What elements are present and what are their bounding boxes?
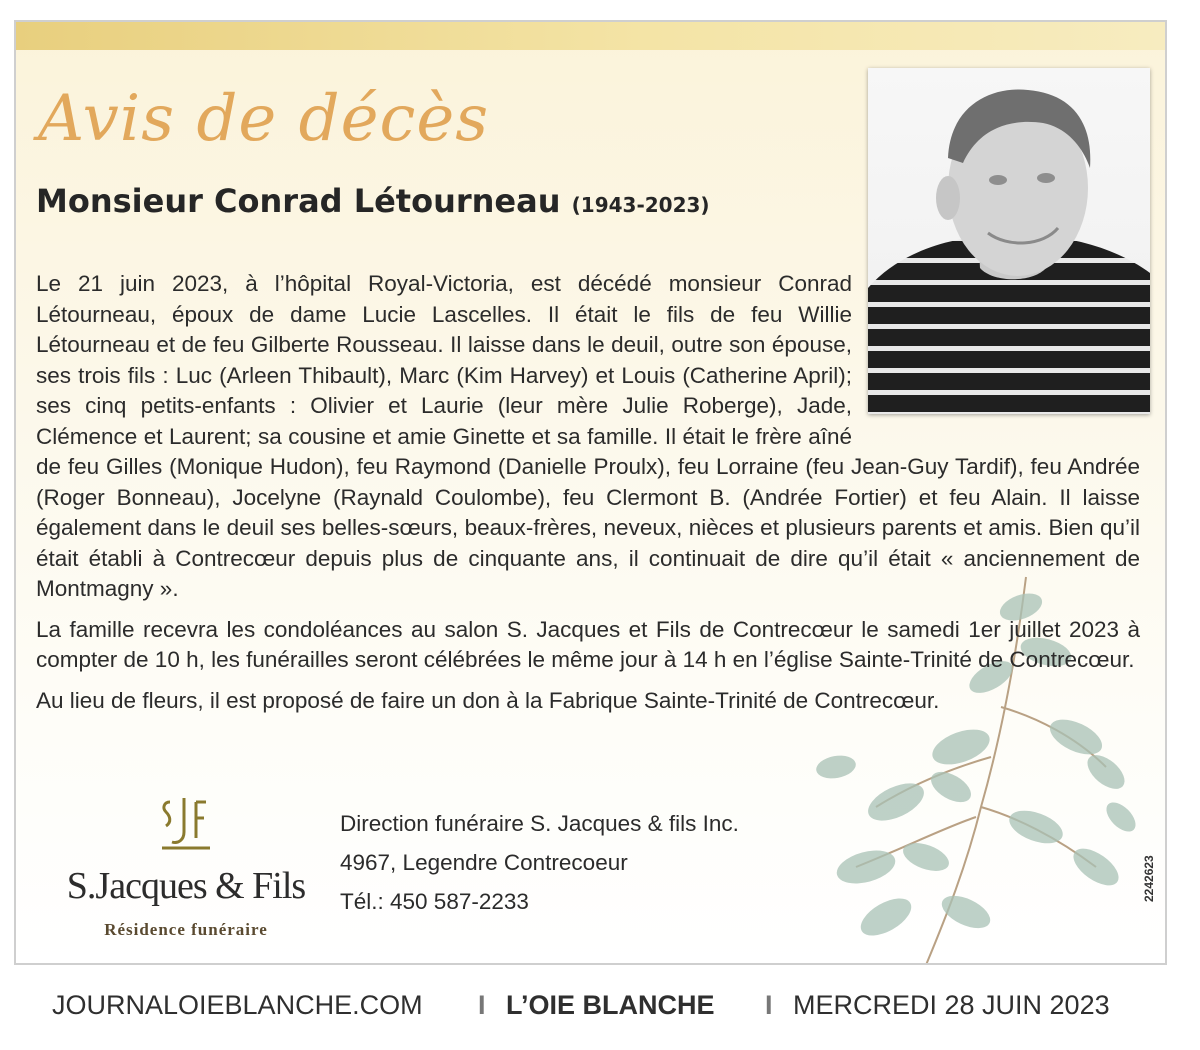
notice-paragraph: Au lieu de fleurs, il est proposé de faire un don à la Fabrique Sainte-Trinité de Contrecœur. — [36, 687, 940, 713]
deceased-name — [36, 182, 710, 220]
footer-website[interactable]: JOURNALOIEBLANCHE.COM — [52, 990, 423, 1020]
sjf-monogram-icon — [66, 792, 306, 862]
photo-wrap-spacer — [852, 269, 1140, 451]
top-band — [16, 22, 1165, 50]
deceased-years: (1943-2023) — [571, 193, 710, 217]
deceased-full-name: Monsieur Conrad Létourneau — [36, 182, 561, 220]
footer-date: MERCREDI 28 JUIN 2023 — [793, 990, 1110, 1020]
footer-paper-name: L’OIE BLANCHE — [506, 990, 715, 1020]
notice-heading: Avis de décès — [38, 82, 490, 156]
contact-company: Direction funéraire S. Jacques & fils Inc. — [340, 811, 739, 836]
contact-address: 4967, Legendre Contrecoeur — [340, 850, 628, 875]
footer-separator: I — [765, 990, 773, 1020]
notice-body — [36, 269, 1140, 726]
contact-phone: Tél.: 450 587-2233 — [340, 889, 529, 914]
reference-number: 2242623 — [1142, 855, 1156, 902]
notice-paragraph: Le 21 juin 2023, à l’hôpital Royal-Victoria, est décédé monsieur Conrad Létourneau, époux de dame Lucie Lascelles. Il était le fils de feu Willie Létourneau et de feu Gilberte Rousseau. Il laisse dans le deuil, outre son épouse, ses trois fils : Luc (Arleen Thibault), Marc (Kim Harvey) et Louis (Catherine April); ses cinq petits-enfants : Olivier et Laurie (leur mère Julie Roberge), Jade, Clémence et Laurent; sa cousine et amie Ginette et sa famille. Il était le frère aîné de feu Gilles (Monique Hudon), feu Raymond (Danielle Proulx), feu Lorraine (feu Jean-Guy Tardif), feu Andrée (Roger Bonneau), Jocelyne (Raynald Coulombe), feu Clermont B. (Andrée Fortier) et feu Alain. Il laisse également dans le deuil ses belles-sœurs, beaux-frères, neveux, nièces et plusieurs parents et amis. Bien qu’il était établi à Contrecœur depuis plus de cinquante ans, il continuait de dire qu’il était « anciennement de Montmagny ». — [36, 271, 1140, 601]
funeral-home-brand: S.Jacques & Fils — [66, 865, 306, 907]
obituary-card — [14, 20, 1167, 965]
funeral-home-contact — [340, 804, 739, 921]
funeral-home-logo — [66, 792, 306, 952]
footer-separator: I — [478, 990, 486, 1020]
funeral-home-subtitle: Résidence funéraire — [104, 920, 268, 939]
page-footer — [0, 990, 1200, 1032]
notice-paragraph: La famille recevra les condoléances au salon S. Jacques et Fils de Contrecœur le samedi 1er juillet 2023 à compter de 10 h, les funérailles seront célébrées le même jour à 14 h en l’église Sainte-Trinité de Contrecœur. — [36, 616, 1140, 672]
